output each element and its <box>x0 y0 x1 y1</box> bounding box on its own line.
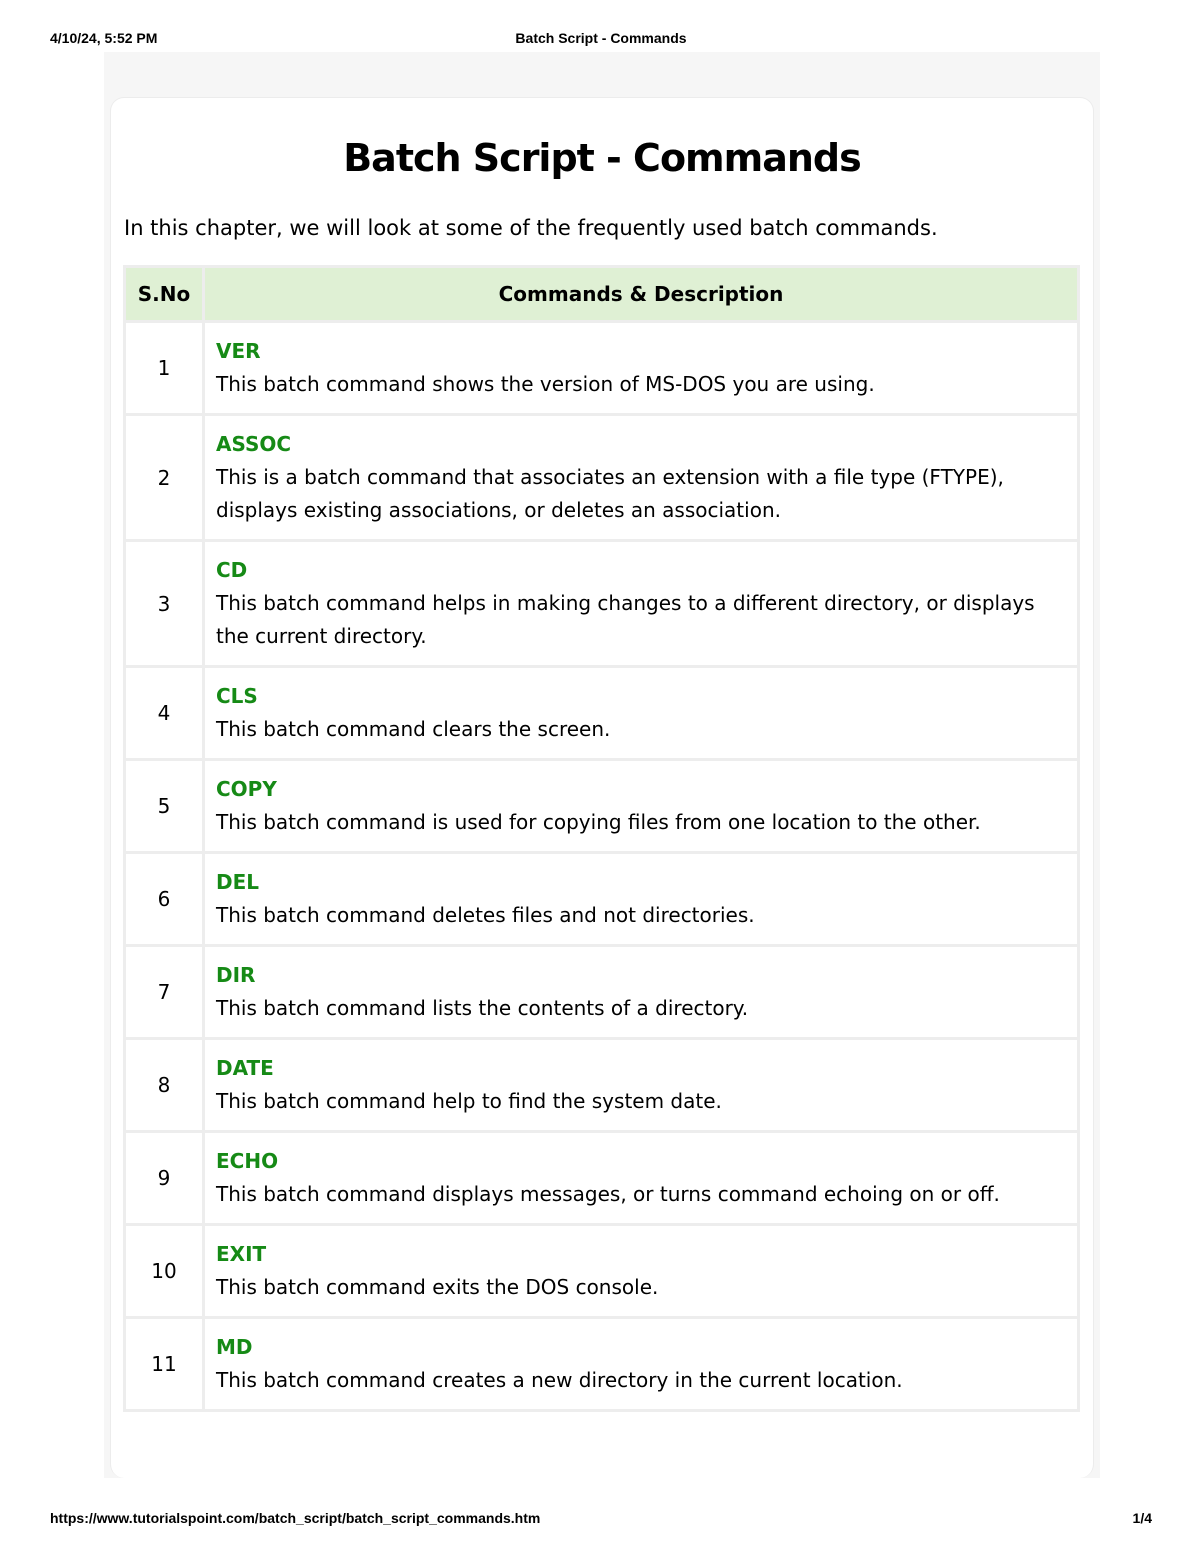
print-footer <box>50 1510 1152 1528</box>
row-description-cell <box>204 541 1079 667</box>
command-name: VER <box>216 339 261 363</box>
column-header-sno: S.No <box>125 267 204 322</box>
table-header <box>125 267 1079 322</box>
table-header-row <box>125 267 1079 322</box>
print-header-title: Batch Script - Commands <box>515 30 687 46</box>
table-row <box>125 415 1079 541</box>
command-name: EXIT <box>216 1242 267 1266</box>
table-row <box>125 541 1079 667</box>
row-description-cell <box>204 1318 1079 1411</box>
row-sno: 5 <box>125 760 204 853</box>
command-name: CD <box>216 558 248 582</box>
table-body <box>125 322 1079 1411</box>
print-header <box>50 30 1152 48</box>
row-description-cell <box>204 853 1079 946</box>
page-number: 1/4 <box>1132 1510 1152 1526</box>
row-sno: 1 <box>125 322 204 415</box>
table-row <box>125 322 1079 415</box>
command-name: ASSOC <box>216 432 292 456</box>
table-row <box>125 853 1079 946</box>
command-name: CLS <box>216 684 258 708</box>
page-url: https://www.tutorialspoint.com/batch_script/batch_script_commands.htm <box>50 1510 541 1526</box>
row-description-cell <box>204 946 1079 1039</box>
table-row <box>125 1039 1079 1132</box>
print-header-datetime: 4/10/24, 5:52 PM <box>50 30 158 46</box>
command-description: This batch command help to find the system date. <box>216 1089 722 1113</box>
row-sno: 4 <box>125 667 204 760</box>
page-title: Batch Script - Commands <box>343 136 861 180</box>
table-row <box>125 1132 1079 1225</box>
row-sno: 9 <box>125 1132 204 1225</box>
command-description: This batch command creates a new directory in the current location. <box>216 1368 903 1392</box>
row-description-cell <box>204 322 1079 415</box>
row-description-cell <box>204 415 1079 541</box>
command-description: This batch command displays messages, or turns command echoing on or off. <box>216 1182 1000 1206</box>
command-name: DATE <box>216 1056 274 1080</box>
row-description-cell <box>204 1225 1079 1318</box>
command-description: This batch command lists the contents of a directory. <box>216 996 749 1020</box>
table-row <box>125 667 1079 760</box>
command-description: This batch command is used for copying files from one location to the other. <box>216 810 981 834</box>
command-description: This batch command deletes files and not directories. <box>216 903 755 927</box>
command-name: DIR <box>216 963 256 987</box>
command-description: This batch command shows the version of MS-DOS you are using. <box>216 372 875 396</box>
command-description: This batch command clears the screen. <box>216 717 611 741</box>
command-description: This batch command exits the DOS console. <box>216 1275 659 1299</box>
command-name: DEL <box>216 870 260 894</box>
row-sno: 11 <box>125 1318 204 1411</box>
table-row <box>125 946 1079 1039</box>
row-sno: 2 <box>125 415 204 541</box>
commands-table <box>123 265 1080 1412</box>
command-name: MD <box>216 1335 253 1359</box>
row-sno: 10 <box>125 1225 204 1318</box>
command-name: ECHO <box>216 1149 279 1173</box>
table-row <box>125 760 1079 853</box>
command-description: This batch command helps in making changes to a different directory, or displays the current directory. <box>216 591 1035 648</box>
row-sno: 6 <box>125 853 204 946</box>
row-description-cell <box>204 1132 1079 1225</box>
table-row <box>125 1225 1079 1318</box>
table-row <box>125 1318 1079 1411</box>
command-name: COPY <box>216 777 277 801</box>
column-header-commands: Commands & Description <box>204 267 1079 322</box>
row-description-cell <box>204 1039 1079 1132</box>
row-description-cell <box>204 760 1079 853</box>
intro-paragraph: In this chapter, we will look at some of the frequently used batch commands. <box>124 216 938 240</box>
row-sno: 7 <box>125 946 204 1039</box>
row-sno: 8 <box>125 1039 204 1132</box>
row-description-cell <box>204 667 1079 760</box>
command-description: This is a batch command that associates an extension with a file type (FTYPE), displays existing associations, or deletes an association. <box>216 465 1004 522</box>
row-sno: 3 <box>125 541 204 667</box>
